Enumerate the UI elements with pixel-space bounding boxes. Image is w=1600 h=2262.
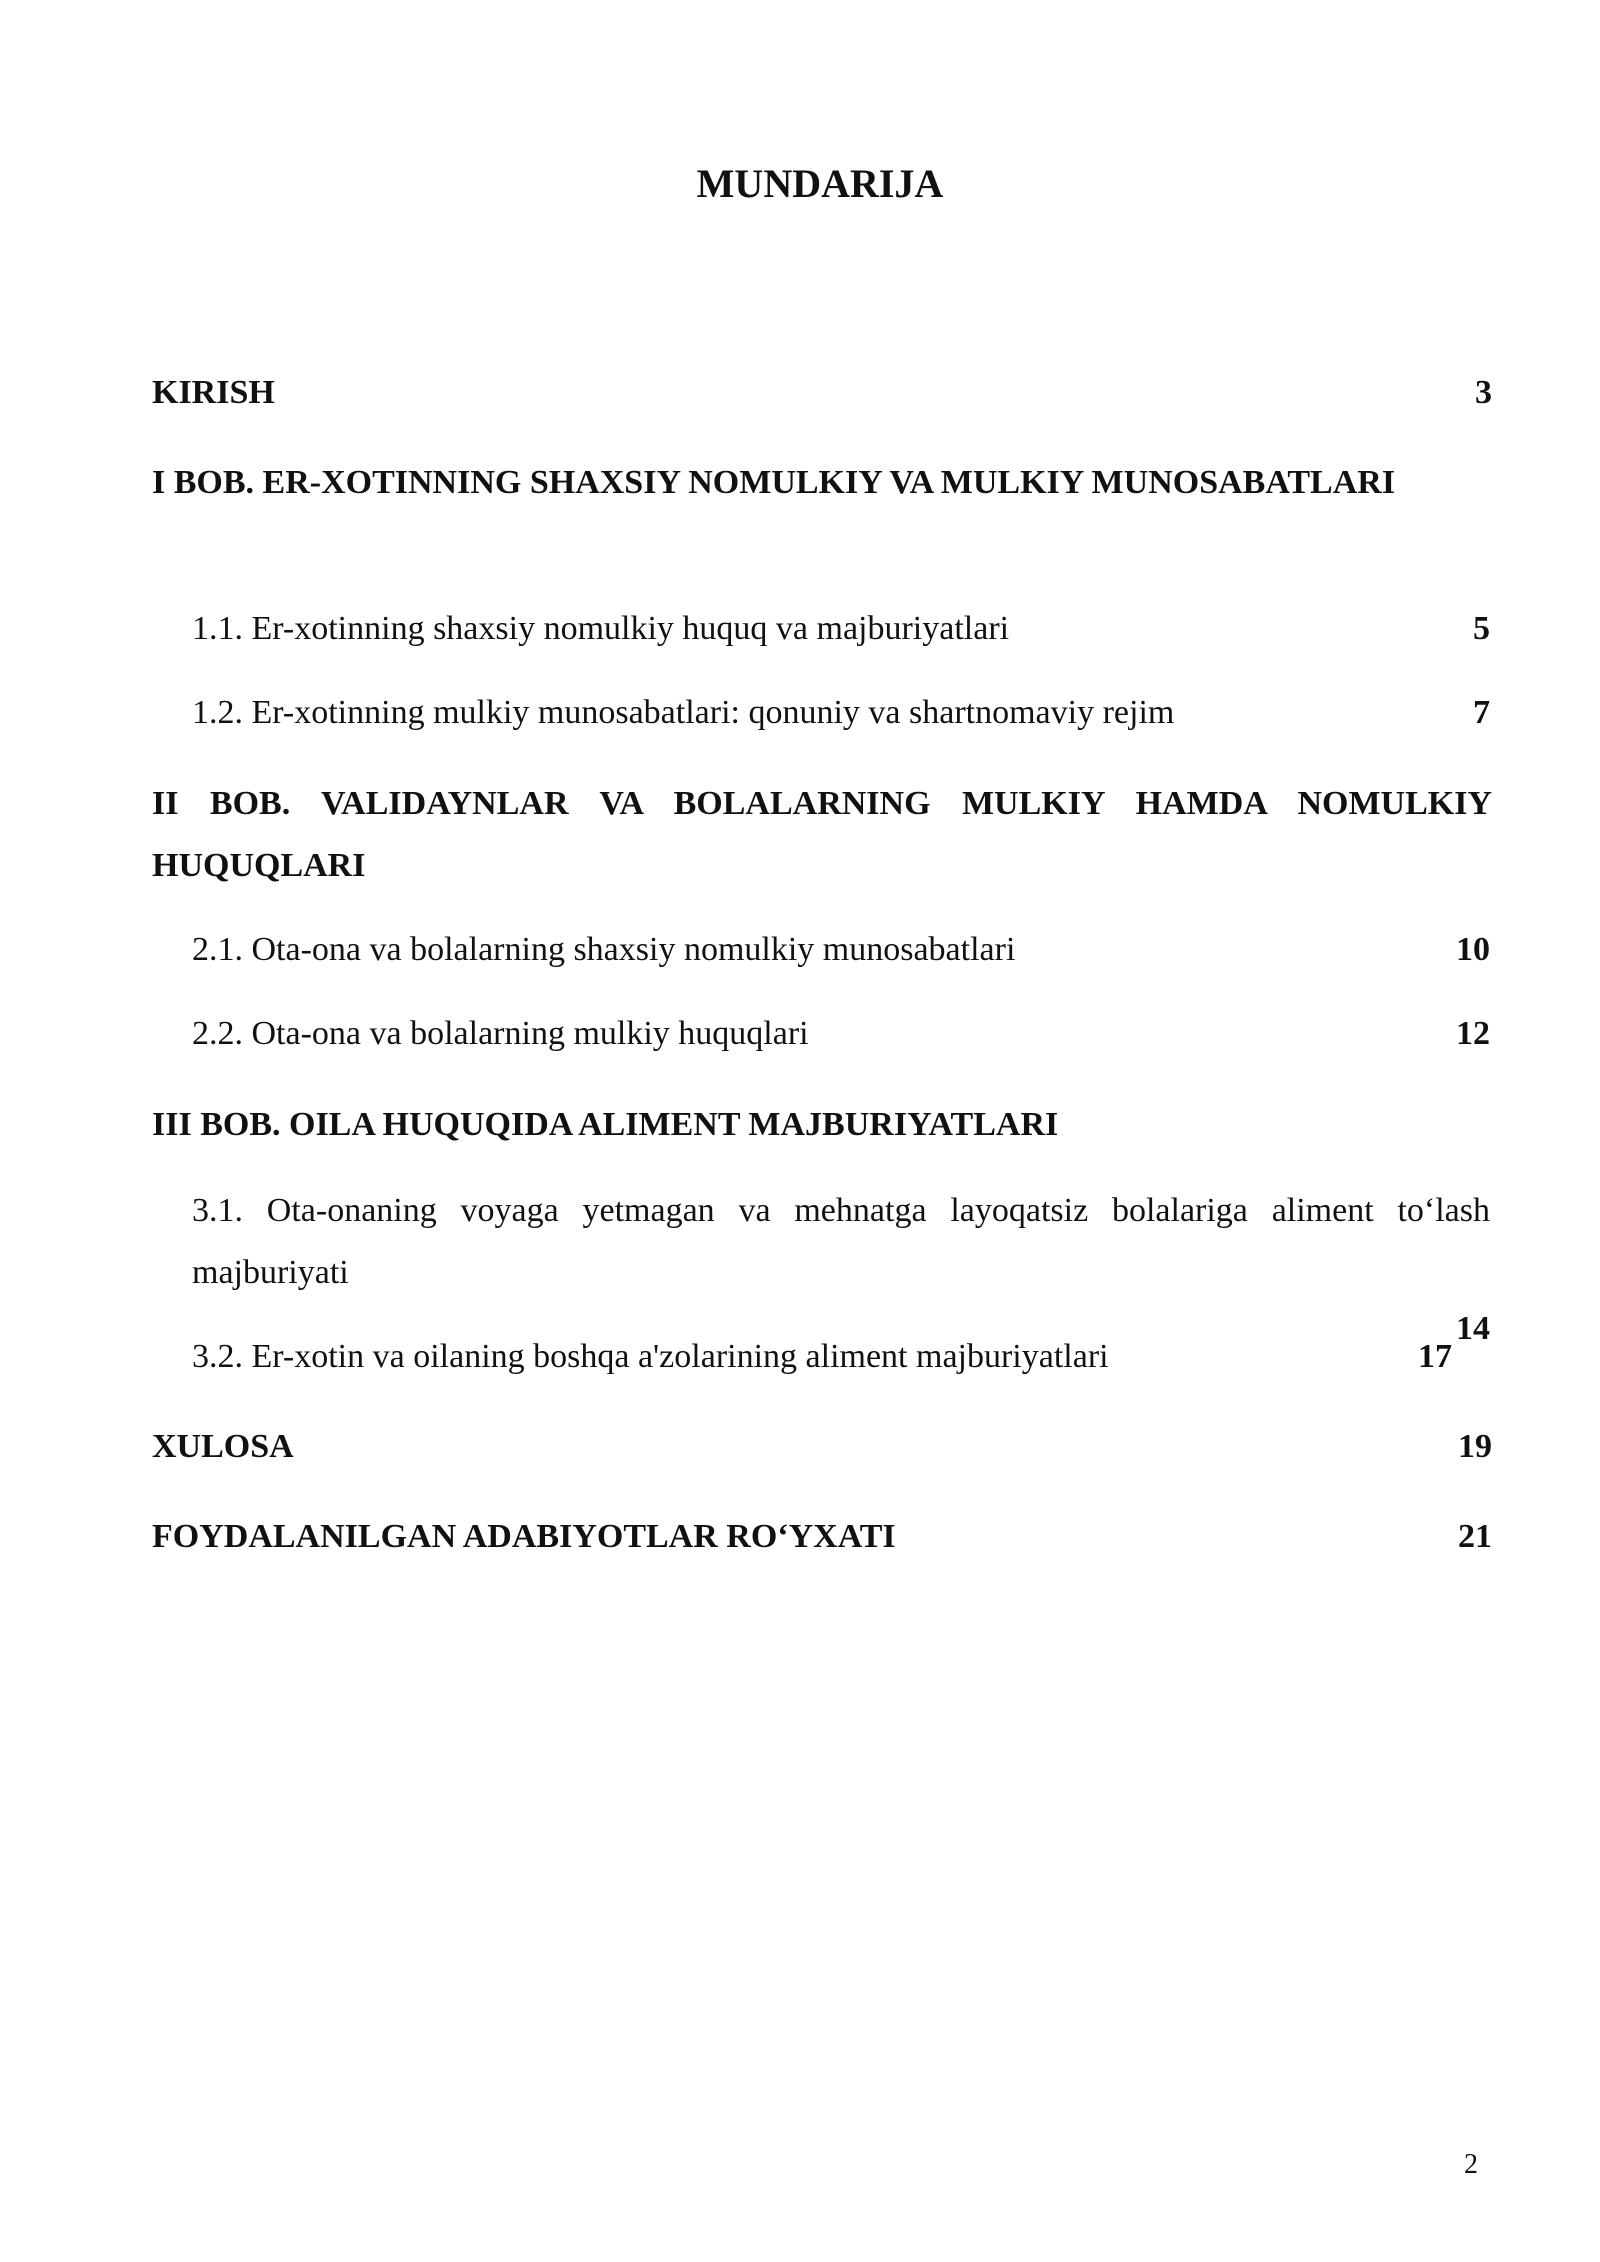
toc-entry-bibliography[interactable]	[152, 1506, 1492, 1568]
toc-chapter-3[interactable]	[152, 1094, 1492, 1156]
toc-section-1-2[interactable]	[192, 682, 1490, 744]
page-title: MUNDARIJA	[696, 161, 944, 206]
toc-section-label: 1.1. Er-xotinning shaxsiy nomulkiy huquq va majburiyatlari	[192, 610, 1010, 647]
toc-entry-conclusion[interactable]	[152, 1416, 1492, 1478]
toc-section-label: 3.1. Ota-onaning voyaga yetmagan va mehnatga layoqatsiz bolalariga aliment to‘lash majburiyati	[192, 1192, 1490, 1291]
toc-section-3-1[interactable]	[192, 1180, 1490, 1304]
toc-entry-label: XULOSA	[152, 1428, 294, 1465]
toc-section-label: 2.1. Ota-ona va bolalarning shaxsiy nomulkiy munosabatlari	[192, 931, 1016, 968]
toc-section-label: 3.2. Er-xotin va oilaning boshqa a'zolarining aliment majburiyatlari	[192, 1338, 1109, 1375]
toc-page-number: 7	[1473, 694, 1490, 731]
toc-page-number: 10	[1456, 931, 1490, 968]
toc-chapter-2[interactable]	[152, 773, 1492, 897]
toc-section-3-2[interactable]	[192, 1310, 1490, 1388]
toc-page-number: 19	[1458, 1428, 1492, 1465]
toc-section-1-1[interactable]	[192, 598, 1490, 660]
toc-entry-label: FOYDALANILGAN ADABIYOTLAR RO‘YXATI	[152, 1518, 896, 1555]
toc-page-number: 21	[1458, 1518, 1492, 1555]
toc-chapter-label: III BOB. OILA HUQUQIDA ALIMENT MAJBURIYATLARI	[152, 1106, 1059, 1143]
toc-chapter-label: II BOB. VALIDAYNLAR VA BOLALARNING MULKIY HAMDA NOMULKIY HUQUQLARI	[152, 785, 1492, 884]
toc-entry-label: KIRISH	[152, 374, 275, 411]
toc-section-label: 1.2. Er-xotinning mulkiy munosabatlari: qonuniy va shartnomaviy rejim	[192, 694, 1175, 731]
footer-page-number: 2	[1464, 2149, 1478, 2180]
toc-page-number: 3	[1475, 374, 1492, 411]
toc-page-number: 17	[1418, 1338, 1452, 1375]
toc-section-label: 2.2. Ota-ona va bolalarning mulkiy huquqlari	[192, 1015, 809, 1052]
toc-page-number: 12	[1456, 1015, 1490, 1052]
toc-page-number: 5	[1473, 610, 1490, 647]
toc-chapter-1[interactable]	[152, 452, 1492, 514]
toc-section-2-2[interactable]	[192, 1003, 1490, 1065]
toc-section-2-1[interactable]	[192, 919, 1490, 981]
toc-chapter-label: I BOB. ER-XOTINNING SHAXSIY NOMULKIY VA MULKIY MUNOSABATLARI	[152, 464, 1396, 501]
toc-entry-intro[interactable]	[152, 362, 1492, 424]
toc-page-number-superscript: 14	[1456, 1310, 1490, 1347]
